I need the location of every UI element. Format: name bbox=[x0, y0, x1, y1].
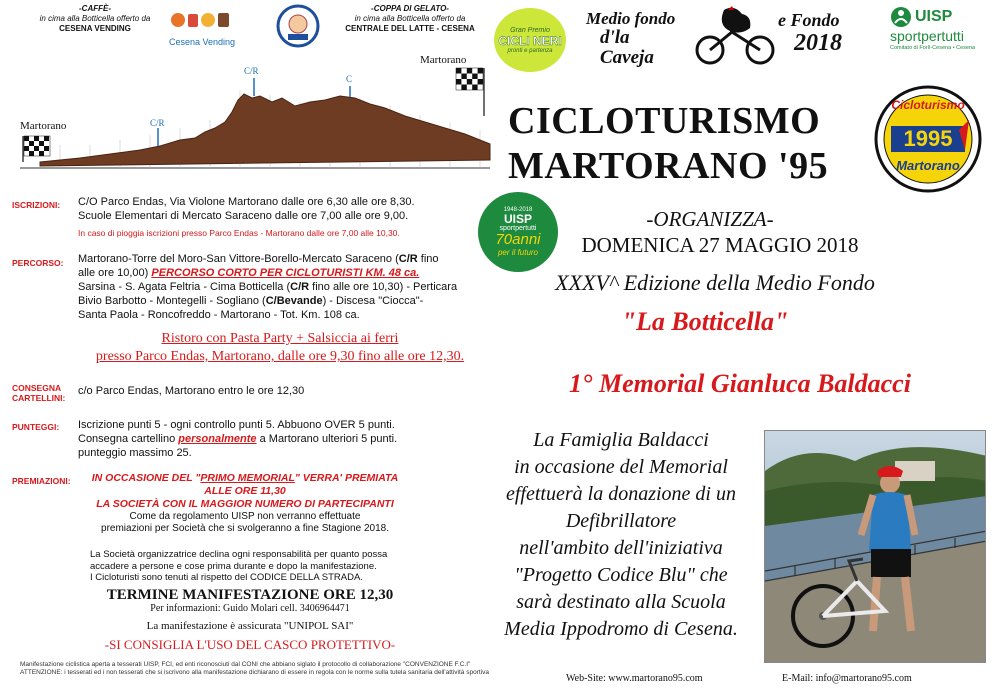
percorso-3c: fino alle ore 10,30) - Perticara bbox=[309, 281, 458, 293]
disclaimer-line2: accadere a persone e cose prima durante e dopo la manifestazione. bbox=[90, 560, 377, 572]
consegna-label-2: CARTELLINI: bbox=[12, 393, 66, 403]
footnotes bbox=[20, 661, 490, 677]
memorial-title: 1° Memorial Gianluca Baldacci bbox=[569, 369, 911, 398]
uisp-logo-main: UISP bbox=[915, 8, 953, 25]
profile-start-label: Martorano bbox=[20, 120, 67, 132]
elevation-profile bbox=[20, 50, 500, 180]
footnote-1: Manifestazione ciclistica aperta a tesserati UISP, FCI, ed enti riconosciuti dal CONI che abbiano siglato il protocollo di collaborazione "CONVENZIONE F.C.I" bbox=[20, 661, 471, 668]
cesena-vending-logo bbox=[168, 8, 236, 47]
uisp-logo-note: Comitato di Forlì-Cesena • Cesena bbox=[890, 45, 976, 51]
medio-fondo-text bbox=[586, 10, 676, 68]
medio-fondo-line1: Medio fondo bbox=[586, 9, 676, 28]
caffe-line2: CESENA VENDING bbox=[59, 24, 131, 33]
punteggi-2c: a Martorano ulteriori 5 punti. bbox=[256, 433, 398, 445]
caffe-title: -CAFFÈ- bbox=[79, 4, 111, 13]
percorso-3b: C/R bbox=[290, 281, 310, 293]
profile-marker-1: C/R bbox=[150, 118, 165, 128]
punteggi-line1: Iscrizione punti 5 - ogni controllo punti 5. Abbuono OVER 5 punti. bbox=[78, 419, 395, 431]
gelato-line1: in cima alla Botticella offerto da bbox=[354, 14, 466, 23]
iscrizioni-block bbox=[78, 195, 498, 239]
percorso-2a: alle ore 10,00) bbox=[78, 267, 152, 279]
percorso-label: PERCORSO: bbox=[12, 258, 64, 268]
info-contact: Per informazioni: Guido Molari cell. 3406964471 bbox=[150, 603, 350, 614]
badge-year: 1995 bbox=[903, 126, 953, 151]
event-date: DOMENICA 27 MAGGIO 2018 bbox=[581, 233, 859, 257]
percorso-short-route: PERCORSO CORTO PER CICLOTURISTI KM. 48 ca. bbox=[151, 267, 420, 279]
rooster-bicycle-icon bbox=[690, 6, 780, 66]
centrale-latte-logo bbox=[276, 4, 320, 48]
premiazioni-line4: Come da regolamento UISP non verranno effettuate bbox=[129, 511, 361, 522]
uisp-logo-sub: sportpertutti bbox=[890, 28, 964, 44]
edizione: XXXV^ Edizione della Medio Fondo bbox=[555, 270, 875, 295]
finish-flag-icon bbox=[456, 68, 484, 116]
martorano-badge-logo bbox=[873, 84, 983, 194]
uisp70-name: UISP bbox=[503, 212, 532, 226]
donation-line6: "Progetto Codice Blu" che bbox=[514, 564, 728, 586]
donation-line4: Defibrillatore bbox=[565, 510, 677, 532]
vending-icons bbox=[168, 8, 236, 32]
footnote-2: ATTENZIONE: i tesserati ed i non tesserati che si iscrivono alla manifestazione dichiarano di essere in regola con le norme sulla tutela sanitaria dell'attività sportiva bbox=[20, 669, 489, 676]
cicli-neri-logo bbox=[494, 8, 566, 72]
profile-end-label: Martorano bbox=[420, 54, 467, 66]
main-title-1: CICLOTURISMO bbox=[508, 100, 821, 142]
consegna-label-1: CONSEGNA bbox=[12, 383, 62, 393]
uisp70-years: 1948-2018 bbox=[503, 207, 533, 213]
punteggi-block bbox=[78, 418, 498, 460]
cicli-neri-line1: Gran Premio bbox=[510, 26, 550, 34]
iscrizioni-line2: Scuole Elementari di Mercato Saraceno dalle ore 7,00 alle ore 9,00. bbox=[78, 210, 409, 222]
percorso-1b: C/R bbox=[398, 253, 418, 265]
gelato-sponsor bbox=[330, 4, 490, 34]
donation-line1: La Famiglia Baldacci bbox=[533, 429, 709, 451]
cesena-vending-text: Cesena Vending bbox=[168, 37, 236, 47]
uisp-person-icon bbox=[890, 6, 912, 28]
gran-fondo-year: 2018 bbox=[794, 30, 842, 56]
percorso-3a: Sarsina - S. Agata Feltria - Cima Botticella ( bbox=[78, 281, 291, 293]
premiazioni-block bbox=[80, 472, 410, 535]
premiazioni-label: PREMIAZIONI: bbox=[12, 476, 71, 486]
gelato-title: -COPPA DI GELATO- bbox=[371, 4, 449, 13]
casco-notice: -SI CONSIGLIA L'USO DEL CASCO PROTETTIVO- bbox=[104, 637, 396, 652]
donation-line7: sarà destinato alla Scuola bbox=[516, 591, 726, 613]
percorso-1a: Martorano-Torre del Moro-San Vittore-Borello-Mercato Saraceno ( bbox=[78, 253, 399, 265]
start-flag-icon bbox=[23, 136, 50, 162]
premiazioni-1a: IN OCCASIONE DEL " bbox=[91, 472, 201, 484]
percorso-4b: C/Bevande bbox=[265, 295, 323, 307]
profile-marker-2: C/R bbox=[244, 66, 259, 76]
donation-line2: in occasione del Memorial bbox=[514, 456, 728, 478]
main-title-2: MARTORANO '95 bbox=[508, 145, 829, 187]
premiazioni-line2: ALLE ORE 11,30 bbox=[204, 485, 286, 497]
iscrizioni-label: ISCRIZIONI: bbox=[12, 200, 61, 210]
donation-text bbox=[476, 427, 766, 643]
cicli-neri-line2: CICLI NERI bbox=[498, 33, 562, 48]
website[interactable]: Web-Site: www.martorano95.com bbox=[566, 673, 703, 684]
disclaimer-line3: I Cicloturisti sono tenuti al rispetto del CODICE DELLA STRADA. bbox=[90, 572, 363, 583]
medio-fondo-line2: d'la Caveja bbox=[600, 27, 654, 68]
caffe-sponsor bbox=[30, 4, 160, 34]
donation-line3: effettuerà la donazione di un bbox=[506, 483, 736, 505]
punteggi-personalmente: personalmente bbox=[178, 433, 257, 445]
organizza: -ORGANIZZA- bbox=[646, 207, 774, 231]
iscrizioni-rain: In caso di pioggia iscrizioni presso Parco Endas - Martorano dalle ore 7,00 alle 10,30. bbox=[78, 228, 400, 238]
badge-bottom-text: Martorano bbox=[896, 158, 960, 173]
uisp70-futuro: per il futuro bbox=[497, 248, 539, 257]
punteggi-label: PUNTEGGI: bbox=[12, 422, 60, 432]
caffe-line1: in cima alla Botticella offerto da bbox=[39, 14, 151, 23]
profile-shape bbox=[40, 94, 490, 166]
consegna-text: c/o Parco Endas, Martorano entro le ore 12,30 bbox=[78, 385, 305, 397]
termine-manifestazione: TERMINE MANIFESTAZIONE ORE 12,30 bbox=[106, 587, 394, 603]
ristoro-line1: Ristoro con Pasta Party + Salsiccia ai ferri bbox=[161, 331, 399, 346]
punteggi-line3: punteggio massimo 25. bbox=[78, 447, 192, 459]
premiazioni-1c: " VERRA' PREMIATA bbox=[294, 472, 399, 484]
gelato-line2: CENTRALE DEL LATTE - CESENA bbox=[345, 24, 475, 33]
donation-line5: nell'ambito dell'iniziativa bbox=[519, 537, 723, 559]
percorso-4a: Bivio Barbotto - Montegelli - Sogliano ( bbox=[78, 295, 266, 307]
iscrizioni-line1: C/O Parco Endas, Via Violone Martorano dalle ore 6,30 alle ore 8,30. bbox=[78, 196, 415, 208]
uisp70-anni: 70anni bbox=[495, 231, 541, 248]
badge-top-text: Cicloturismo bbox=[891, 98, 965, 112]
disclaimer-block bbox=[90, 549, 410, 584]
percorso-1c: fino bbox=[417, 253, 439, 265]
la-botticella: "La Botticella" bbox=[621, 307, 789, 336]
uisp-logo bbox=[890, 6, 990, 52]
consegna-label bbox=[12, 383, 65, 403]
cicli-neri-line3: pronti e partenza bbox=[507, 47, 553, 54]
uisp-70-anni-logo bbox=[478, 192, 558, 272]
email[interactable]: E-Mail: info@martorano95.com bbox=[782, 673, 912, 684]
percorso-4c: ) - Discesa "Ciocca"- bbox=[322, 295, 424, 307]
premiazioni-1b: PRIMO MEMORIAL bbox=[200, 472, 295, 484]
gran-fondo-text: e Fondo bbox=[778, 10, 840, 30]
premiazioni-line5: premiazioni per Società che si svolgeranno a fine Stagione 2018. bbox=[101, 523, 389, 534]
profile-marker-3: C bbox=[346, 74, 353, 84]
percorso-5: Santa Paola - Roncofreddo - Martorano - Tot. Km. 108 ca. bbox=[78, 309, 360, 321]
percorso-block bbox=[78, 252, 498, 322]
assicurata: La manifestazione è assicurata "UNIPOL SAI" bbox=[146, 620, 354, 632]
ristoro-line2: presso Parco Endas, Martorano, dalle ore 9,30 fino alle ore 12,30. bbox=[95, 349, 465, 364]
ristoro-block bbox=[50, 330, 510, 366]
cyclist-photo bbox=[764, 430, 986, 663]
premiazioni-line3: LA SOCIETÀ CON IL MAGGIOR NUMERO DI PARTECIPANTI bbox=[96, 498, 394, 510]
uisp70-sub: sportpertutti bbox=[499, 225, 537, 232]
donation-line8: Media Ippodromo di Cesena. bbox=[504, 618, 738, 640]
punteggi-2a: Consegna cartellino bbox=[78, 433, 179, 445]
disclaimer-line1: La Società organizzatrice declina ogni responsabilità per quanto possa bbox=[90, 549, 388, 560]
